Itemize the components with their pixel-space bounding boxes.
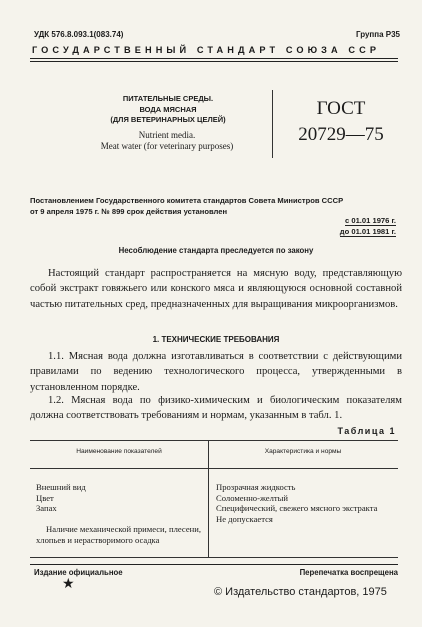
table-cell: Наличие механической примеси, плесени, хлопьев и нерастворимого осадка [36,524,201,545]
english-title [62,130,272,152]
table-column-divider [208,440,209,557]
table-bottom-rule [30,557,398,558]
legal-warning: Несоблюдение стандарта преследуется по закону [118,246,314,255]
table-column-norms [216,482,394,524]
gost-label: ГОСТ [316,98,366,119]
paragraph-1-1: 1.1. Мясная вода должна изготавливаться в соответствии с действующими правилами по ведению технологического процесса, утвержденными в установленном порядке. [30,351,402,393]
table-cell: Прозрачная жидкость [216,482,296,492]
title-divider [272,90,273,158]
russian-title-line-2: ВОДА МЯСНАЯ [139,104,197,114]
english-title-line-2: Meat water (for veterinary purposes) [100,141,234,151]
validity-from: с 01.01 1976 г. [345,216,396,225]
english-title-line-1: Nutrient media. [138,130,196,140]
official-edition: Издание официальное [34,568,123,577]
russian-title [92,94,244,126]
group-code: Группа Р35 [355,30,400,39]
requirements-table [30,440,398,558]
intro-paragraph: Настоящий стандарт распространяется на мясную воду, представляющую собой экстракт говяжьего или конского мяса и являющуюся основной составной частью питательных сред, предназначенных для выращивания микроорганизмов. [30,268,402,310]
table-cell: Соломенно-желтый [216,492,289,503]
table-cell: Цвет [36,492,54,503]
russian-title-line-3: (ДЛЯ ВЕТЕРИНАРНЫХ ЦЕЛЕЙ) [110,115,226,124]
validity-to: до 01.01 1981 г. [339,227,396,236]
header-rule-thin [30,61,398,62]
table-top-rule [30,440,398,441]
reprint-prohibited: Перепечатка воспрещена [299,568,398,577]
copyright: © Издательство стандартов, 1975 [214,586,387,598]
validity-dates [340,215,396,237]
standard-banner: ГОСУДАРСТВЕННЫЙ СТАНДАРТ СОЮЗА ССР [32,45,381,55]
footer-rule [30,564,398,565]
table-header-norms: Характеристика и нормы [264,448,342,455]
udk-code: УДК 576.8.093.1(083.74) [34,30,124,39]
russian-title-line-1: ПИТАТЕЛЬНЫЕ СРЕДЫ. [122,94,214,103]
table-cell: Специфический, свежего мясного экстракта [216,503,378,513]
table-label: Таблица 1 [337,426,396,436]
table-header-rule [30,468,398,469]
decree-text [30,196,402,217]
header-rule-thick [30,58,398,59]
table-column-indicators [36,482,201,545]
paragraph-1-2: 1.2. Мясная вода по физико-химическим и биологическим показателям должна соответствовать требованиям и нормам, указанным в табл. 1. [30,395,402,422]
gost-number: 20729—75 [298,124,384,145]
table-header-indicator: Наименование показателей [76,448,162,455]
decree-line-2: от 9 апреля 1975 г. № 899 срок действия установлен [30,206,228,216]
table-cell: Не допускается [216,513,273,524]
table-cell: Внешний вид [36,482,86,492]
table-cell: Запах [36,503,57,513]
section-heading: 1. ТЕХНИЧЕСКИЕ ТРЕБОВАНИЯ [152,335,280,344]
star-icon: ★ [62,577,75,592]
decree-line-1: Постановлением Государственного комитета стандартов Совета Министров СССР [30,196,344,205]
gost-designation [286,96,396,148]
